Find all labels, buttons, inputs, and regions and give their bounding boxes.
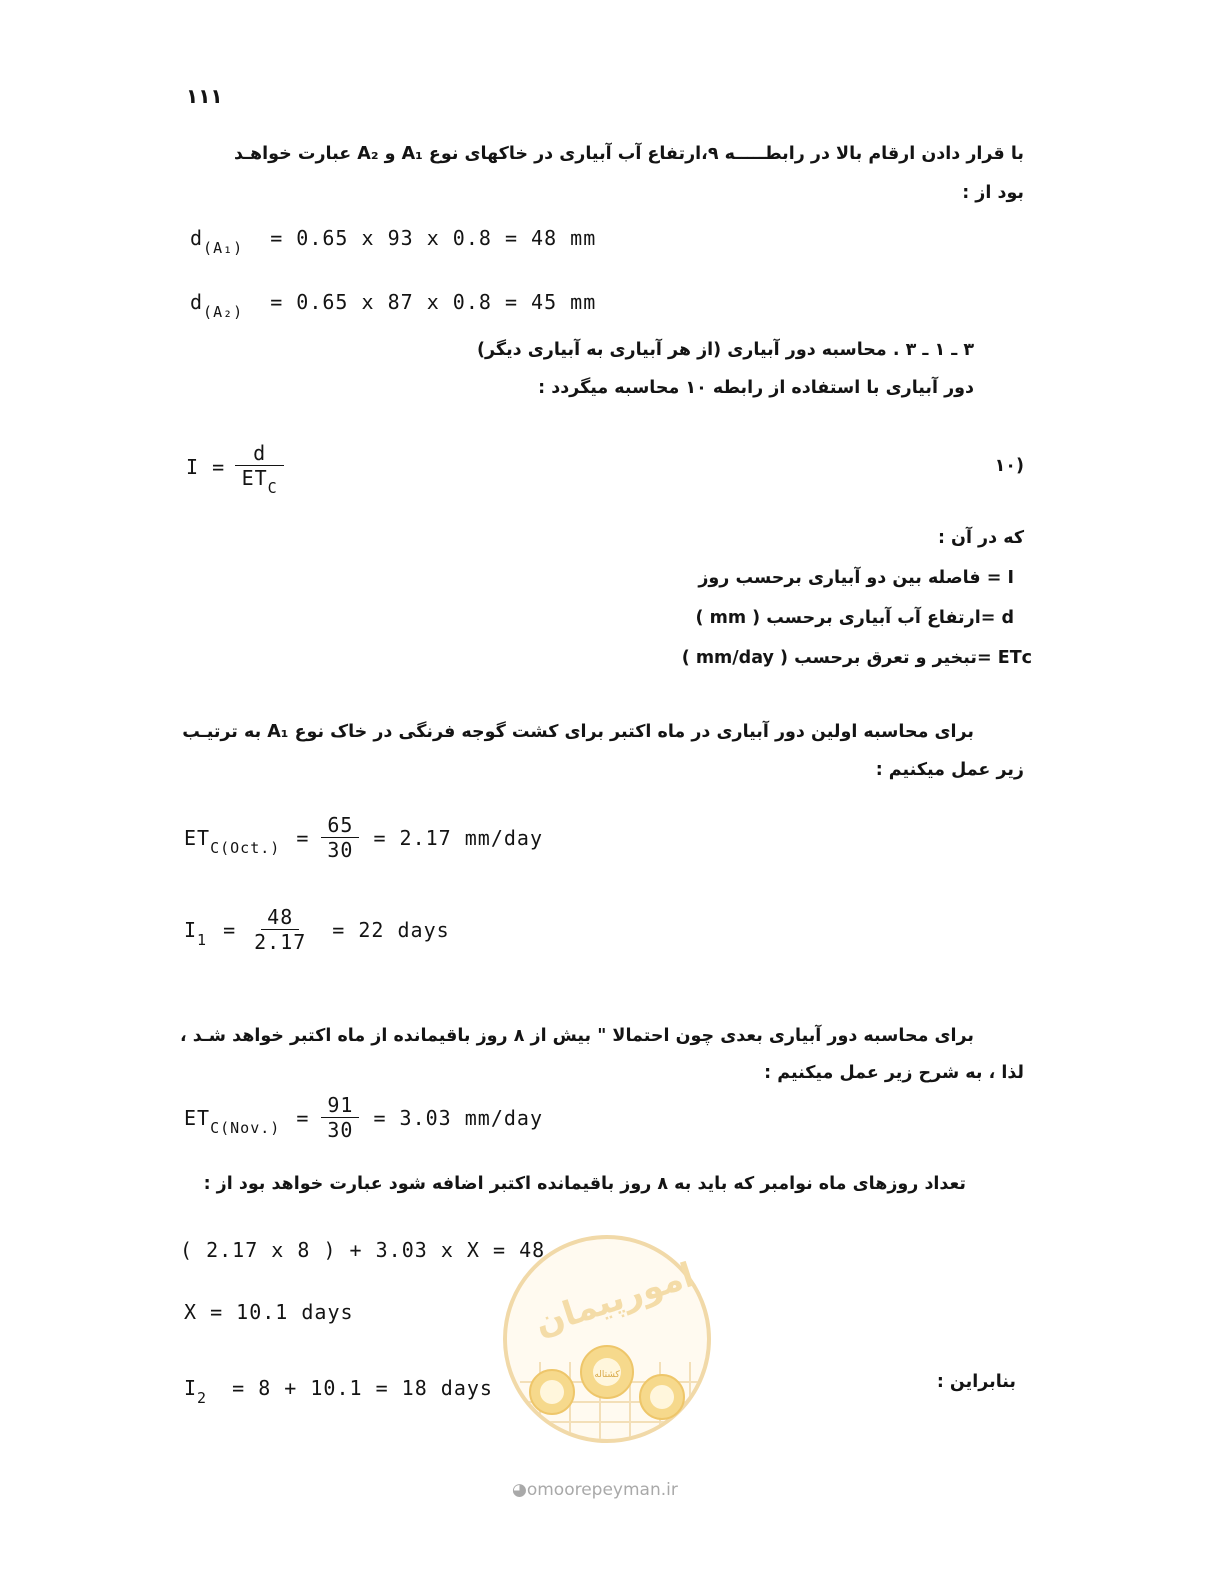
watermark-logo-text: امورپیمان bbox=[530, 1255, 700, 1345]
watermark-logo-center-text: کشتاله bbox=[594, 1370, 620, 1380]
paragraph-2-line-2: لذا ، به شرح زیر عمل میکنیم : bbox=[764, 1063, 1024, 1083]
definition-item: ETᴄ =تبخیر و تعرق برحسب ( mm/day ) bbox=[681, 648, 1032, 668]
equation-lhs bbox=[184, 1105, 281, 1137]
intro-line-1: با قرار دادن ارقام بالا در رابطـــــه ۹،ارتفاع آب آبیاری در خاکهای نوع A₁ و A₂ عبارت خواهـد bbox=[233, 144, 1024, 164]
equation-etc-october bbox=[184, 814, 543, 861]
equation-x: X = 10.1 days bbox=[184, 1300, 354, 1324]
equation-base: I bbox=[184, 917, 198, 942]
equation-rhs: = 2.17 mm/day bbox=[373, 825, 543, 850]
equation-rhs: = 3.03 mm/day bbox=[373, 1105, 543, 1130]
equation-rhs: = 8 + 10.1 = 18 days bbox=[232, 1376, 493, 1400]
equation-base: I bbox=[184, 1376, 198, 1400]
definition-item: I = فاصله بین دو آبیاری برحسب روز bbox=[698, 568, 1014, 588]
section-heading: ۳ ـ ۱ ـ ۳ . محاسبه دور آبیاری (از هر آبیاری به آبیاری دیگر) bbox=[477, 340, 974, 360]
equation-number: (۱۰ bbox=[994, 456, 1024, 476]
paragraph-1-line-2: زیر عمل میکنیم : bbox=[875, 760, 1024, 780]
equals-sign: = bbox=[296, 825, 310, 850]
equation-base: ET bbox=[184, 1105, 211, 1130]
equation-lhs bbox=[184, 825, 281, 857]
denominator-base: ET bbox=[241, 466, 268, 490]
fraction bbox=[248, 906, 312, 953]
equation-subscript: (A₁) bbox=[203, 239, 244, 257]
denominator: 30 bbox=[327, 838, 354, 862]
equation-subscript: (A₂) bbox=[203, 303, 244, 321]
equation-lhs bbox=[184, 917, 208, 949]
globe-icon: ◕ bbox=[512, 1480, 527, 1500]
watermark-url bbox=[512, 1480, 678, 1500]
section-text: دور آبیاری با استفاده از رابطه ۱۰ محاسبه میگردد : bbox=[538, 378, 974, 398]
equation-lhs: d bbox=[190, 226, 204, 250]
numerator: 91 bbox=[321, 1094, 359, 1118]
equation-rhs: = 0.65 x 93 x 0.8 = 48 mm bbox=[270, 226, 597, 250]
equation-etc-november bbox=[184, 1094, 543, 1141]
equation-lhs: d bbox=[190, 290, 204, 314]
equation-lhs: I = bbox=[186, 454, 226, 479]
equation-subscript: C(Oct.) bbox=[210, 838, 281, 857]
denominator bbox=[236, 466, 284, 497]
definition-item: d =ارتفاع آب آبیاری برحسب ( mm ) bbox=[695, 608, 1014, 628]
equals-sign: = bbox=[296, 1105, 310, 1130]
numerator: 65 bbox=[321, 814, 359, 838]
denominator: 2.17 bbox=[254, 930, 307, 954]
equation-rhs: = 0.65 x 87 x 0.8 = 45 mm bbox=[270, 290, 597, 314]
equation-subscript: 2 bbox=[197, 1389, 208, 1407]
denominator-subscript: C bbox=[267, 479, 278, 497]
paragraph-3: تعداد روزهای ماه نوامبر که باید به ۸ روز باقیمانده اکتبر اضافه شود عبارت خواهد بود از : bbox=[203, 1174, 966, 1194]
numerator: d bbox=[235, 442, 284, 466]
denominator: 30 bbox=[327, 1118, 354, 1142]
equation-10 bbox=[186, 441, 288, 497]
intro-line-2: بود از : bbox=[962, 183, 1024, 203]
page-number: ۱۱۱ bbox=[186, 84, 223, 108]
fraction bbox=[235, 441, 284, 497]
watermark-url-text: omoorepeyman.ir bbox=[526, 1480, 678, 1500]
paragraph-2-line-1: برای محاسبه دور آبیاری بعدی چون احتمالا " بیش از ۸ روز باقیمانده از ماه اکتبر خواهد شـد ، bbox=[179, 1026, 974, 1046]
equation-base: ET bbox=[184, 825, 211, 850]
therefore-label: بنابراین : bbox=[936, 1372, 1016, 1392]
equation-subscript: 1 bbox=[197, 930, 208, 949]
definitions-intro: که در آن : bbox=[937, 528, 1024, 548]
equation-d-a1 bbox=[190, 226, 597, 257]
watermark-logo bbox=[500, 1232, 715, 1447]
fraction bbox=[321, 1094, 359, 1141]
equation-d-a2 bbox=[190, 290, 597, 321]
equals-sign: = bbox=[223, 917, 237, 942]
equation-sum: ( 2.17 x 8 ) + 3.03 x X = 48 bbox=[180, 1238, 546, 1262]
equation-i1 bbox=[184, 906, 450, 953]
numerator: 48 bbox=[261, 906, 299, 930]
equation-i2 bbox=[184, 1376, 493, 1407]
paragraph-1-line-1: برای محاسبه اولین دور آبیاری در ماه اکتبر برای کشت گوجه فرنگی در خاک نوع A₁ به ترتیـب bbox=[182, 722, 974, 742]
equation-subscript: C(Nov.) bbox=[210, 1118, 281, 1137]
equation-rhs: = 22 days bbox=[332, 917, 450, 942]
watermark-seal-icon bbox=[500, 1232, 715, 1447]
fraction bbox=[321, 814, 359, 861]
